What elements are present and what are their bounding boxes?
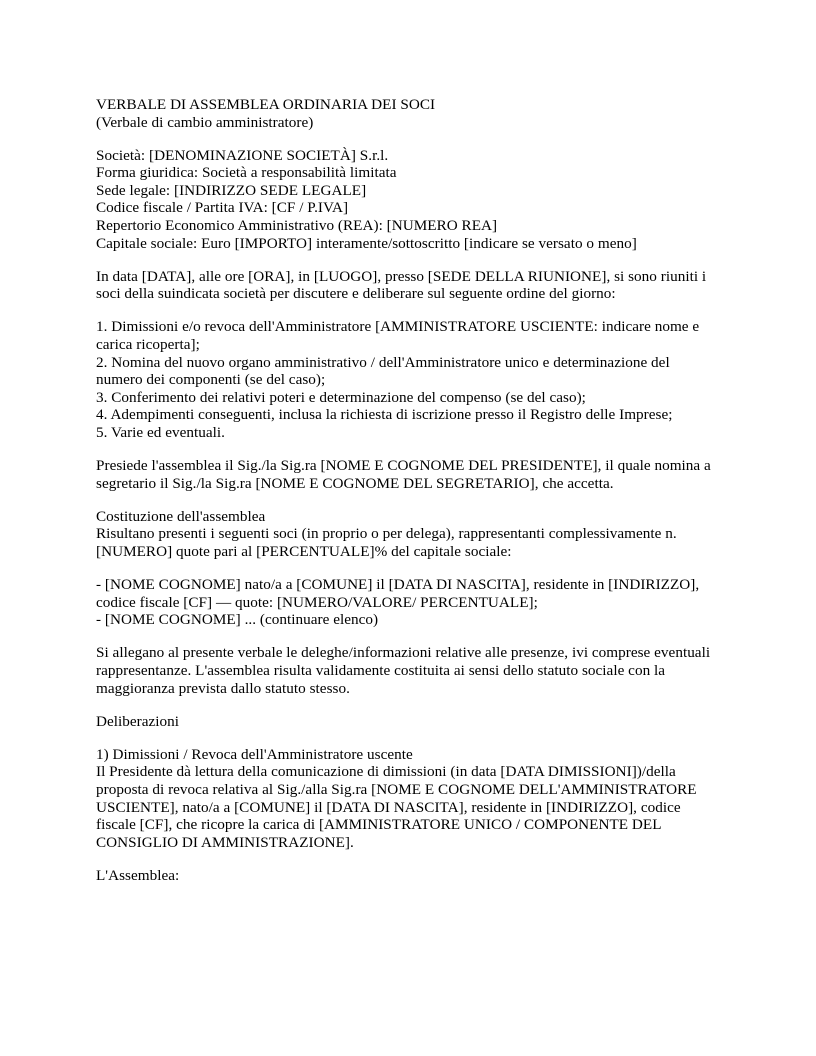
assembly-constitution-paragraph: Risultano presenti i seguenti soci (in proprio o per delega), rappresentanti complessivamente n. [NUMERO] quote pari al [PERCENTUALE]% del capitale sociale: — [96, 525, 681, 560]
agenda-item-1: 1. Dimissioni e/o revoca dell'Amministratore [AMMINISTRATORE USCIENTE: indicare nome e carica ricoperta]; — [96, 318, 703, 354]
block-assembly-label — [96, 867, 720, 885]
block-meeting-opening — [96, 268, 720, 303]
shareholder-entry-2: - [NOME COGNOME] ... (continuare elenco) — [96, 611, 379, 629]
block-resolutions-heading — [96, 713, 720, 731]
proxies-validity-paragraph: Si allegano al presente verbale le deleghe/informazioni relative alle presenze, ivi comprese eventuali rappresentanze. L'assemblea risulta validamente costituita ai sensi dello statuto sociale con la maggioranza prevista dallo statuto stesso. — [96, 644, 714, 697]
document-title: VERBALE DI ASSEMBLEA ORDINARIA DEI SOCI — [96, 96, 436, 113]
agenda-item-2: 2. Nomina del nuovo organo amministrativo / dell'Amministratore unico e determinazione del numero dei componenti (se del caso); — [96, 353, 674, 389]
company-name-line: Società: [DENOMINAZIONE SOCIETÀ] S.r.l. — [96, 146, 389, 164]
block-shareholders-list — [96, 576, 720, 629]
document-subtitle: (Verbale di cambio amministratore) — [96, 113, 314, 131]
block-assembly-constitution — [96, 508, 720, 561]
block-proxies-validity — [96, 644, 720, 697]
resolution-one-paragraph: Il Presidente dà lettura della comunicazione di dimissioni (in data [DATA DIMISSIONI])/della proposta di revoca relativa al Sig./alla Sig.ra [NOME E COGNOME DELL'AMMINISTRATORE USCIENTE], nato/a a [COMUNE] il [DATA DI NASCITA], residente in [INDIRIZZO], codice fiscale [CF], che ricopre la carica di [AMMINISTRATORE UNICO / COMPONENTE DEL CONSIGLIO DI AMMINISTRAZIONE]. — [96, 763, 701, 851]
rea-number-line: Repertorio Economico Amministrativo (REA): [NUMERO REA] — [96, 217, 498, 235]
block-company-details — [96, 147, 720, 253]
resolutions-heading: Deliberazioni — [96, 712, 180, 730]
assembly-label: L'Assemblea: — [96, 866, 180, 884]
document-body — [96, 96, 720, 884]
block-chair-secretary — [96, 457, 720, 492]
meeting-opening-paragraph: In data [DATA], alle ore [ORA], in [LUOGO], presso [SEDE DELLA RIUNIONE], si sono riuniti i soci della suindicata società per discutere e deliberare sul seguente ordine del giorno: — [96, 267, 710, 303]
block-resolution-one — [96, 746, 720, 852]
share-capital-line: Capitale sociale: Euro [IMPORTO] interamente/sottoscritto [indicare se versato o meno] — [96, 234, 637, 252]
chair-secretary-paragraph: Presiede l'assemblea il Sig./la Sig.ra [NOME E COGNOME DEL PRESIDENTE], il quale nomina a segretario il Sig./la Sig.ra [NOME E COGNOME DEL SEGRETARIO], che accetta. — [96, 457, 715, 492]
agenda-item-5: 5. Varie ed eventuali. — [96, 424, 226, 441]
agenda-item-3: 3. Conferimento dei relativi poteri e determinazione del compenso (se del caso); — [96, 388, 586, 406]
block-heading — [96, 96, 720, 131]
shareholder-entry-1: - [NOME COGNOME] nato/a a [COMUNE] il [DATA DI NASCITA], residente in [INDIRIZZO], codice fiscale [CF] — quote: [NUMERO/VALORE/ PERCENTUALE]; — [96, 576, 704, 611]
assembly-constitution-heading: Costituzione dell'assemblea — [96, 507, 266, 525]
registered-office-line: Sede legale: [INDIRIZZO SEDE LEGALE] — [96, 181, 367, 199]
tax-code-vat-line: Codice fiscale / Partita IVA: [CF / P.IVA] — [96, 199, 349, 217]
legal-form-line: Forma giuridica: Società a responsabilità limitata — [96, 164, 397, 182]
agenda-item-4: 4. Adempimenti conseguenti, inclusa la richiesta di iscrizione presso il Registro delle Imprese; — [96, 406, 673, 424]
resolution-one-heading: 1) Dimissioni / Revoca dell'Amministratore uscente — [96, 745, 413, 763]
block-agenda — [96, 318, 720, 441]
